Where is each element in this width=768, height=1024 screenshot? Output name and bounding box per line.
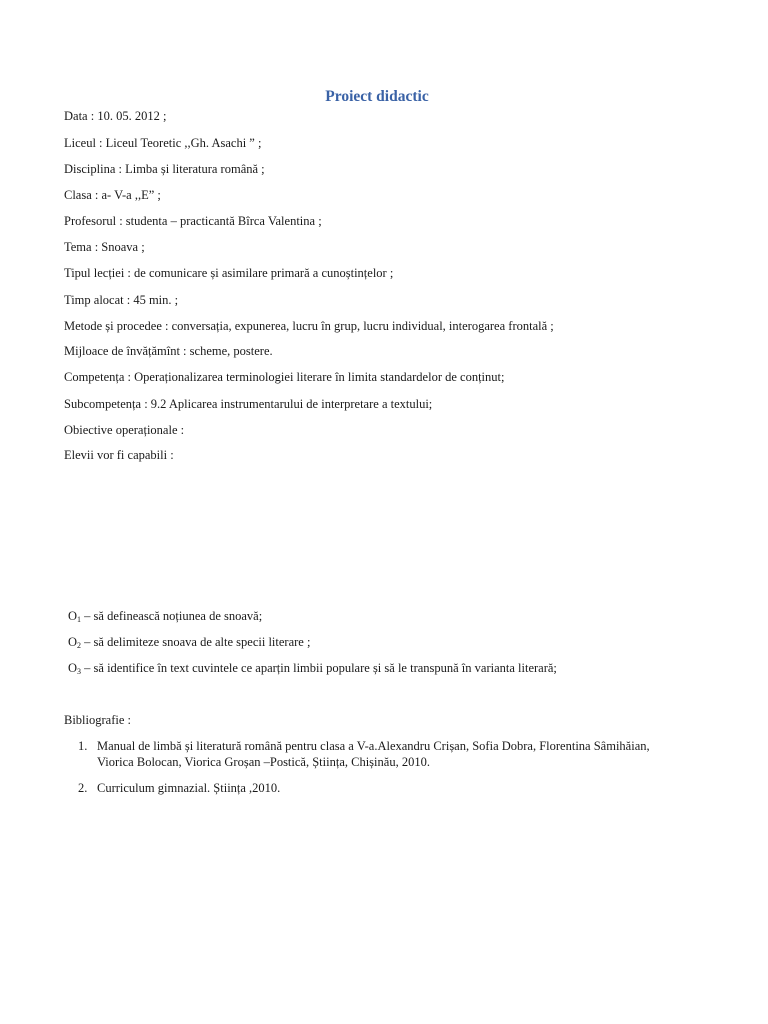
- document-title: Proiect didactic: [325, 88, 429, 105]
- objective-item: $O_2$ – să delimiteze snoava de alte specii literare ;: [68, 635, 311, 650]
- field-obiective: Obiective operaționale :: [64, 423, 185, 437]
- bibliography-item-text: Curriculum gimnazial. Știința ,2010.: [97, 781, 281, 795]
- bibliography-heading: Bibliografie :: [64, 713, 131, 727]
- field-subcompetenta: Subcompetența : 9.2 Aplicarea instrumentarului de interpretare a textului;: [64, 397, 433, 411]
- objective-item: $O_1$ – să definească noțiunea de snoavă;: [68, 609, 263, 624]
- field-liceul: Liceul : Liceul Teoretic ,,Gh. Asachi ” ;: [64, 136, 262, 150]
- bibliography-item-number: 1.: [78, 739, 88, 753]
- field-metode: Metode și procedee : conversația, expunerea, lucru în grup, lucru individual, interogarea frontală ;: [64, 319, 554, 333]
- bibliography-item-text: Manual de limbă și literatură română pentru clasa a V-a.Alexandru Crișan, Sofia Dobra, Florentina Sâmihăian, Viorica Bolocan, Viorica Groșan –Postică, Știința, Chișinău, 2010.: [97, 739, 650, 769]
- bibliography-item-number: 2.: [78, 781, 88, 795]
- objective-item: $O_3$ – să identifice în text cuvintele ce aparțin limbii populare și să le transpună în varianta literară;: [68, 661, 557, 676]
- field-competenta: Competența : Operaționalizarea terminologiei literare în limita standardelor de conținut;: [64, 370, 505, 384]
- field-data: Data : 10. 05. 2012 ;: [64, 109, 167, 123]
- field-disciplina: Disciplina : Limba și literatura română ;: [64, 162, 265, 176]
- field-tipul-lectiei: Tipul lecției : de comunicare și asimilare primară a cunoștințelor ;: [64, 266, 394, 280]
- field-mijloace: Mijloace de învățămînt : scheme, postere.: [64, 344, 273, 358]
- field-tema: Tema : Snoava ;: [64, 240, 145, 254]
- field-timp-alocat: Timp alocat : 45 min. ;: [64, 293, 179, 307]
- field-elevii: Elevii vor fi capabili :: [64, 448, 174, 462]
- field-profesorul: Profesorul : studenta – practicantă Bîrca Valentina ;: [64, 214, 322, 228]
- field-clasa: Clasa : a- V-a ,,E” ;: [64, 188, 161, 202]
